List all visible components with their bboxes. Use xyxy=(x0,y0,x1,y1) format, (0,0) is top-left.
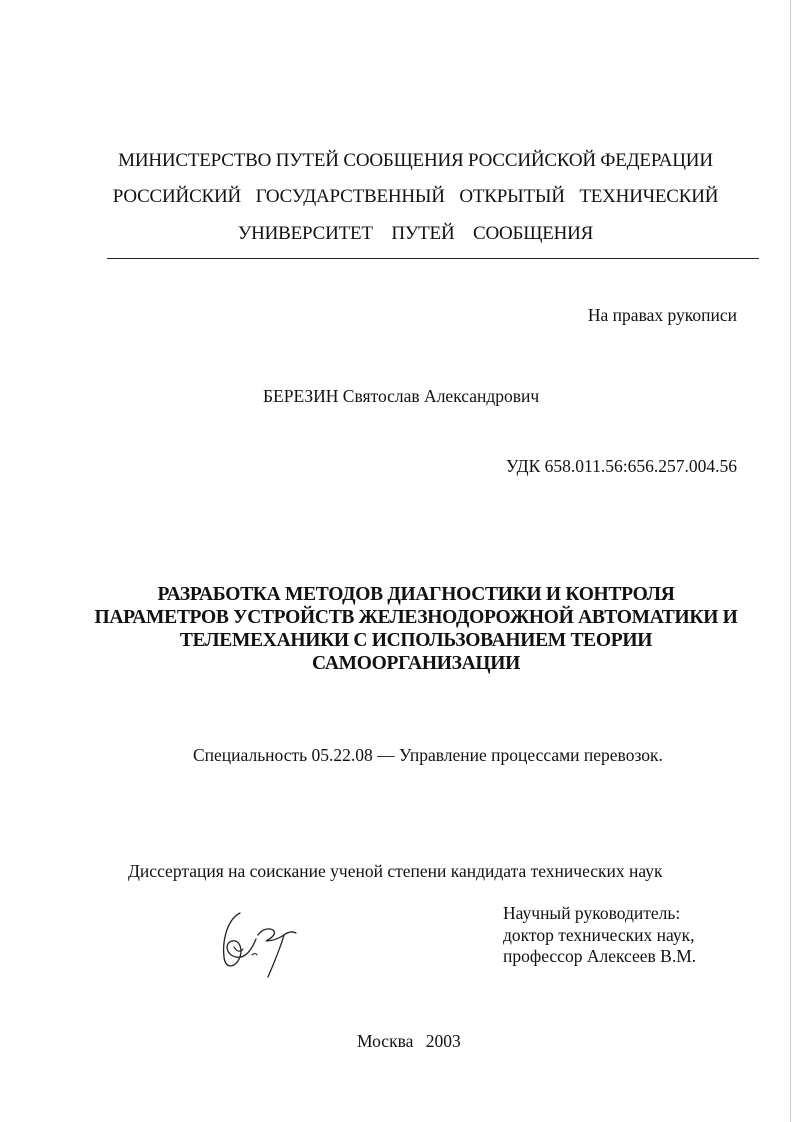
udc-code: УДК 658.011.56:656.257.004.56 xyxy=(506,456,737,476)
title-line: РАЗРАБОТКА МЕТОДОВ ДИАГНОСТИКИ И КОНТРОЛЯ xyxy=(157,584,675,605)
header-university-line2: УНИВЕРСИТЕТ ПУТЕЙ СООБЩЕНИЯ xyxy=(237,223,594,244)
supervisor-degree: доктор технических наук, xyxy=(503,924,695,945)
title-line: ТЕЛЕМЕХАНИКИ С ИСПОЛЬЗОВАНИЕМ ТЕОРИИ xyxy=(179,630,653,651)
author-name: БЕРЕЗИН Святослав Александрович xyxy=(263,386,540,406)
title-line: ПАРАМЕТРОВ УСТРОЙСТВ ЖЕЛЕЗНОДОРОЖНОЙ АВТОМАТИКИ И xyxy=(94,607,738,628)
supervisor-name: профессор Алексеев В.М. xyxy=(503,946,697,966)
city: Москва xyxy=(357,1031,414,1051)
rights-note: На правах рукописи xyxy=(587,305,737,325)
dissertation-degree: Диссертация на соискание ученой степени кандидата технических наук xyxy=(128,861,663,881)
header-divider xyxy=(107,258,759,259)
city-year xyxy=(357,1031,461,1052)
supervisor-role: Научный руководитель: xyxy=(503,903,681,923)
signature-icon xyxy=(210,905,310,985)
dissertation-title xyxy=(60,583,772,675)
year: 2003 xyxy=(425,1031,461,1051)
specialty: Специальность 05.22.08 — Управление процессами перевозок. xyxy=(193,745,663,765)
header-university-line1: РОССИЙСКИЙ ГОСУДАРСТВЕННЫЙ ОТКРЫТЫЙ ТЕХНИЧЕСКИЙ xyxy=(112,186,719,207)
header-ministry: МИНИСТЕРСТВО ПУТЕЙ СООБЩЕНИЯ РОССИЙСКОЙ ФЕДЕРАЦИИ xyxy=(118,150,713,171)
supervisor-block xyxy=(503,903,696,968)
title-line: САМООРГАНИЗАЦИИ xyxy=(312,653,520,674)
